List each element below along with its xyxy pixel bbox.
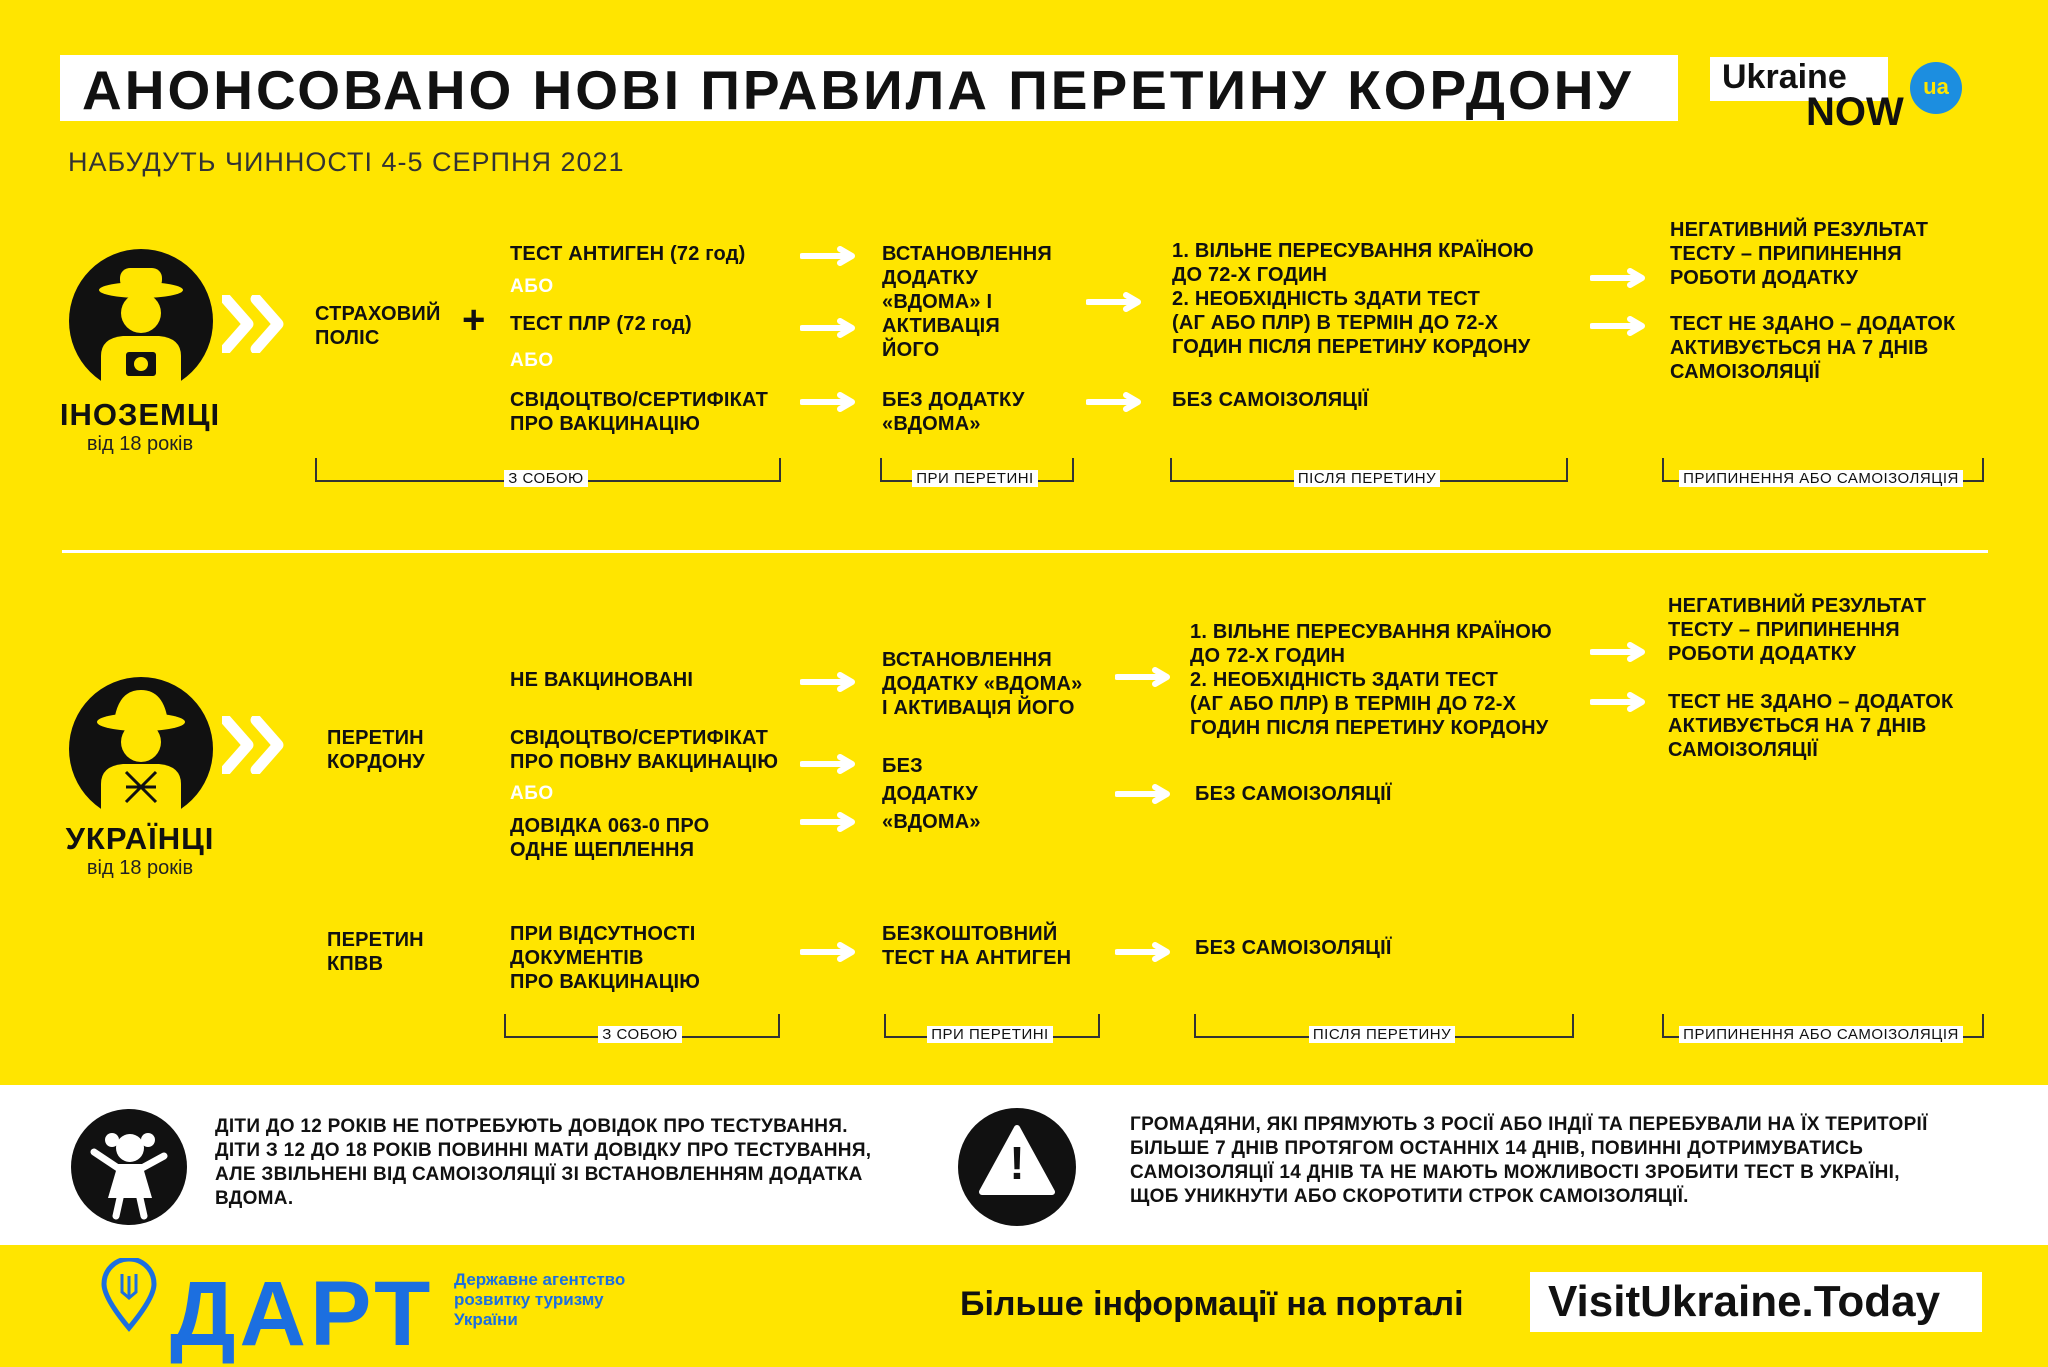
foreigners-insurance: СТРАХОВИЙ ПОЛІС xyxy=(315,303,441,349)
arrow-right-icon xyxy=(1590,692,1652,712)
foreigners-test-not-passed: ТЕСТ НЕ ЗДАНО – ДОДАТОК АКТИВУЄТЬСЯ НА 7 ДНІВ САМОІЗОЛЯЦІЇ xyxy=(1670,313,1956,383)
foreigners-certificate: СВІДОЦТВО/СЕРТИФІКАТ ПРО ВАКЦИНАЦІЮ xyxy=(510,389,769,435)
warning-mark: ! xyxy=(1009,1137,1025,1189)
ukrainians-install-app: ВСТАНОВЛЕННЯ ДОДАТКУ «ВДОМА» І АКТИВАЦІЯ ЙОГО xyxy=(882,649,1083,719)
foreigners-or-1: АБО xyxy=(510,276,554,297)
arrow-right-icon xyxy=(1590,316,1652,336)
arrow-right-icon xyxy=(800,672,862,692)
page-subtitle: НАБУДУТЬ ЧИННОСТІ 4-5 СЕРПНЯ 2021 xyxy=(68,147,625,177)
russia-india-note: ГРОМАДЯНИ, ЯКІ ПРЯМУЮТЬ З РОСІЇ АБО ІНДІЇ ТА ПЕРЕБУВАЛИ НА ЇХ ТЕРИТОРІЇ БІЛЬШЕ 7 ДНІВ ПРОТЯГОМ ОСТАННІХ 14 ДНІВ, ПОВИННІ ДОТРИМУВАТИСЬ САМОІЗОЛЯЦІЇ 14 ДНІВ ТА НЕ МАЮТЬ МОЖЛИВОСТІ ЗРОБИТИ ТЕСТ В УКРАЇНІ, ЩОБ УНИКНУТИ АБО СКОРОТИТИ СТРОК САМОІЗОЛЯЦІЇ. xyxy=(1130,1114,1928,1207)
arrow-right-icon xyxy=(1086,292,1148,312)
foreigners-title: ІНОЗЕМЦІ xyxy=(59,397,221,432)
arrow-right-icon xyxy=(800,246,862,266)
children-note: ДІТИ ДО 12 РОКІВ НЕ ПОТРЕБУЮТЬ ДОВІДОК ПРО ТЕСТУВАННЯ. ДІТИ З 12 ДО 18 РОКІВ ПОВИННІ МАТИ ДОВІДКУ ПРО ТЕСТУВАННЯ, АЛЕ ЗВІЛЬНЕНІ ВІД САМОІЗОЛЯЦІЇ ЗІ ВСТАНОВЛЕННЯМ ДОДАТКА ВДОМА. xyxy=(215,1116,872,1209)
ukrainians-not-vaccinated: НЕ ВАКЦИНОВАНІ xyxy=(510,669,694,691)
ukrainians-no-isolation: БЕЗ САМОІЗОЛЯЦІЇ xyxy=(1195,783,1392,805)
bracket-label-end: ПРИПИНЕННЯ АБО САМОІЗОЛЯЦІЯ xyxy=(1662,470,1980,487)
tourist-icon xyxy=(68,248,214,394)
logo-ukraine-text: Ukraine xyxy=(1722,58,1847,96)
foreigners-no-app: БЕЗ ДОДАТКУ «ВДОМА» xyxy=(882,389,1025,435)
bracket-label-with: З СОБОЮ xyxy=(504,1026,776,1043)
ukrainians-no-app: БЕЗ ДОДАТКУ «ВДОМА» xyxy=(882,755,981,833)
logo-now-text: NOW xyxy=(1806,90,1904,134)
bracket-label-end: ПРИПИНЕННЯ АБО САМОІЗОЛЯЦІЯ xyxy=(1662,1026,1980,1043)
arrow-right-icon xyxy=(800,812,862,832)
arrow-right-icon xyxy=(800,754,862,774)
ukrainians-or: АБО xyxy=(510,783,554,804)
foreigners-age: від 18 років xyxy=(86,433,194,455)
bracket-label-after: ПІСЛЯ ПЕРЕТИНУ xyxy=(1194,1026,1570,1043)
arrow-right-icon xyxy=(800,942,862,962)
foreigners-pcr: ТЕСТ ПЛР (72 год) xyxy=(510,313,692,335)
dart-description: Державне агентство розвитку туризму України xyxy=(454,1270,626,1329)
arrow-right-icon xyxy=(1115,667,1177,687)
logo-ua-badge: ua xyxy=(1910,62,1962,114)
visit-ukraine-text: VisitUkraine.Today xyxy=(1548,1277,1941,1326)
page-title: АНОНСОВАНО НОВІ ПРАВИЛА ПЕРЕТИНУ КОРДОНУ xyxy=(82,59,1634,121)
bracket-label-at: ПРИ ПЕРЕТИНІ xyxy=(880,470,1070,487)
foreigners-negative-result: НЕГАТИВНИЙ РЕЗУЛЬТАТ ТЕСТУ – ПРИПИНЕННЯ РОБОТИ ДОДАТКУ xyxy=(1670,219,1929,289)
arrow-right-icon xyxy=(1115,784,1177,804)
arrow-right-icon xyxy=(800,318,862,338)
ukrainians-age: від 18 років xyxy=(86,857,194,879)
ukrainian-icon xyxy=(68,676,214,822)
foreigners-install-app: ВСТАНОВЛЕННЯ ДОДАТКУ «ВДОМА» І АКТИВАЦІЯ ЙОГО xyxy=(882,243,1053,361)
bracket-label-at: ПРИ ПЕРЕТИНІ xyxy=(884,1026,1096,1043)
ukrainians-one-dose: ДОВІДКА 063-0 ПРО ОДНЕ ЩЕПЛЕННЯ xyxy=(510,815,710,861)
arrow-right-icon xyxy=(1086,392,1148,412)
arrow-right-icon xyxy=(800,392,862,412)
foreigners-after-crossing: 1. ВІЛЬНЕ ПЕРЕСУВАННЯ КРАЇНОЮ ДО 72-Х ГОДИН 2. НЕОБХІДНІСТЬ ЗДАТИ ТЕСТ (АГ АБО ПЛР) В ТЕРМІН ДО 72-Х ГОДИН ПІСЛЯ ПЕРЕТИНУ КОРДОНУ xyxy=(1172,240,1534,358)
dart-logo: ДАРТ xyxy=(170,1263,435,1365)
footer-more-info: Більше інформації на порталі xyxy=(960,1285,1464,1323)
dart-pin-icon xyxy=(100,1258,158,1332)
title-box xyxy=(60,55,1678,121)
double-chevron-icon xyxy=(222,295,288,353)
section-divider xyxy=(62,550,1988,553)
arrow-right-icon xyxy=(1590,642,1652,662)
arrow-right-icon xyxy=(1590,268,1652,288)
child-icon xyxy=(70,1108,188,1226)
ukrainians-full-certificate: СВІДОЦТВО/СЕРТИФІКАТ ПРО ПОВНУ ВАКЦИНАЦІЮ xyxy=(510,727,779,773)
plus-sign: + xyxy=(462,298,486,342)
foreigners-antigen: ТЕСТ АНТИГЕН (72 год) xyxy=(510,243,746,265)
ukrainians-test-not-passed: ТЕСТ НЕ ЗДАНО – ДОДАТОК АКТИВУЄТЬСЯ НА 7 ДНІВ САМОІЗОЛЯЦІЇ xyxy=(1668,691,1954,761)
ukrainians-no-docs: ПРИ ВІДСУТНОСТІ ДОКУМЕНТІВ ПРО ВАКЦИНАЦІЮ xyxy=(510,923,701,993)
ukrainians-negative-result: НЕГАТИВНИЙ РЕЗУЛЬТАТ ТЕСТУ – ПРИПИНЕННЯ РОБОТИ ДОДАТКУ xyxy=(1668,595,1927,665)
double-chevron-icon xyxy=(222,716,288,774)
ukrainians-no-isolation-kpvv: БЕЗ САМОІЗОЛЯЦІЇ xyxy=(1195,937,1392,959)
bracket-label-with: З СОБОЮ xyxy=(315,470,777,487)
ukrainians-border-crossing: ПЕРЕТИН КОРДОНУ xyxy=(327,727,425,773)
bracket-label-after: ПІСЛЯ ПЕРЕТИНУ xyxy=(1170,470,1564,487)
ukrainians-kpvv-crossing: ПЕРЕТИН КПВВ xyxy=(327,929,424,975)
arrow-right-icon xyxy=(1115,942,1177,962)
ukrainians-title: УКРАЇНЦІ xyxy=(65,821,215,856)
ukrainians-free-test: БЕЗКОШТОВНИЙ ТЕСТ НА АНТИГЕН xyxy=(882,923,1072,969)
foreigners-no-isolation: БЕЗ САМОІЗОЛЯЦІЇ xyxy=(1172,389,1369,411)
ukrainians-after-crossing: 1. ВІЛЬНЕ ПЕРЕСУВАННЯ КРАЇНОЮ ДО 72-Х ГОДИН 2. НЕОБХІДНІСТЬ ЗДАТИ ТЕСТ (АГ АБО ПЛР) В ТЕРМІН ДО 72-Х ГОДИН ПІСЛЯ ПЕРЕТИНУ КОРДОНУ xyxy=(1190,621,1552,739)
visit-ukraine-link[interactable] xyxy=(1530,1272,1982,1332)
foreigners-or-2: АБО xyxy=(510,350,554,371)
